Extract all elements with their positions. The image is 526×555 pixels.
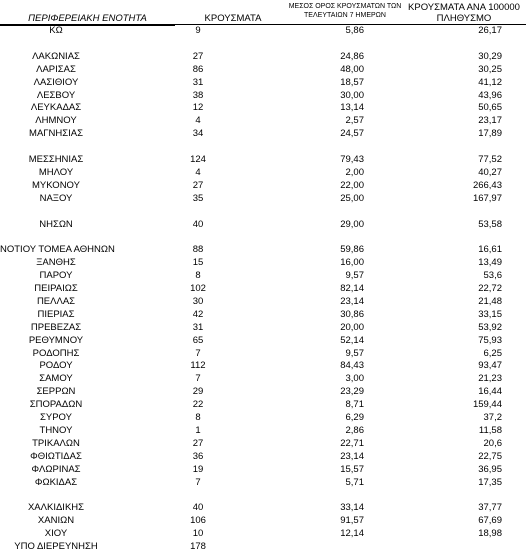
cases-cell: 30	[192, 295, 204, 307]
avg7-cell: 12,14	[340, 528, 364, 540]
table-row	[0, 270, 526, 282]
per100k-cell: 18,98	[478, 528, 502, 540]
avg7-cell: 5,71	[345, 476, 364, 488]
cases-cell: 7	[195, 373, 201, 385]
table-row	[0, 451, 526, 463]
per100k-cell: 13,49	[478, 257, 502, 269]
per100k-cell: 30,25	[478, 63, 502, 75]
region-cell: ΣΑΜΟΥ	[39, 373, 73, 385]
avg7-cell: 24,57	[340, 128, 364, 140]
avg7-cell: 23,14	[340, 450, 364, 462]
table-row	[0, 25, 526, 37]
cases-cell: 8	[195, 270, 201, 282]
table-row	[0, 64, 526, 76]
avg7-cell: 16,00	[340, 257, 364, 269]
avg7-cell: 23,29	[340, 386, 364, 398]
per100k-cell: 167,97	[472, 192, 502, 204]
cases-cell: 1	[195, 424, 201, 436]
avg7-cell: 48,00	[340, 63, 364, 75]
cases-cell: 7	[195, 347, 201, 359]
cases-cell: 27	[192, 437, 204, 449]
per100k-cell: 37,77	[478, 502, 502, 514]
table-row	[0, 283, 526, 295]
per100k-cell: 20,6	[483, 437, 502, 449]
per100k-cell: 67,69	[478, 515, 502, 527]
region-cell: ΜΗΛΟΥ	[38, 166, 74, 178]
avg7-cell: 22,71	[340, 437, 364, 449]
table-row	[0, 502, 526, 514]
avg7-cell: 13,14	[340, 102, 364, 114]
avg7-cell: 18,57	[340, 76, 364, 88]
cases-cell: 42	[192, 308, 204, 320]
cases-cell: 27	[192, 50, 204, 62]
avg7-cell: 22,00	[340, 179, 364, 191]
avg7-cell: 2,57	[345, 115, 364, 127]
per100k-cell: 6,25	[483, 347, 502, 359]
per100k-cell: 17,89	[478, 128, 502, 140]
avg7-cell: 30,00	[340, 89, 364, 101]
per100k-cell: 30,29	[478, 50, 502, 62]
per100k-cell: 266,43	[472, 179, 502, 191]
table-row	[0, 167, 526, 179]
avg7-cell: 2,00	[345, 166, 364, 178]
per100k-cell: 16,61	[478, 244, 502, 256]
table-row	[0, 515, 526, 527]
per100k-cell: 22,75	[478, 450, 502, 462]
cases-cell: 27	[192, 179, 204, 191]
table-row	[0, 102, 526, 114]
region-cell: ΣΥΡΟΥ	[40, 412, 72, 423]
avg7-cell: 2,86	[345, 424, 364, 436]
region-cell: ΡΟΔΟΥ	[39, 360, 73, 372]
region-cell: ΠΕΙΡΑΙΩΣ	[34, 283, 78, 294]
avg7-cell: 8,71	[345, 399, 364, 411]
region-cell: ΜΥΚΟΝΟΥ	[32, 179, 80, 191]
cases-cell: 12	[192, 102, 204, 114]
table-row	[0, 399, 526, 411]
avg7-cell: 9,57	[345, 270, 364, 282]
region-cell: ΠΙΕΡΙΑΣ	[37, 308, 75, 320]
table-row	[0, 296, 526, 308]
per100k-cell: 11,58	[478, 424, 502, 436]
region-cell: ΤΡΙΚΑΛΩΝ	[32, 437, 80, 449]
region-cell: ΝΗΣΩΝ	[39, 218, 73, 230]
region-cell: ΛΕΥΚΑΔΑΣ	[30, 102, 82, 114]
region-cell: ΡΟΔΟΠΗΣ	[32, 347, 80, 359]
per100k-cell: 16,44	[478, 386, 502, 398]
table-row	[0, 322, 526, 334]
table-row	[0, 541, 526, 553]
per100k-cell: 93,47	[478, 360, 502, 372]
per100k-cell: 75,93	[478, 334, 502, 346]
region-cell: ΧΑΛΚΙΔΙΚΗΣ	[27, 502, 85, 514]
table-row	[0, 412, 526, 424]
table-row	[0, 464, 526, 476]
per100k-cell: 26,17	[478, 25, 502, 36]
cases-cell: 29	[192, 386, 204, 398]
per100k-cell: 40,27	[478, 166, 502, 178]
avg7-cell: 29,00	[340, 218, 364, 230]
region-cell: ΚΩ	[49, 25, 63, 36]
table-row	[0, 438, 526, 450]
region-cell: ΧΙΟΥ	[44, 528, 68, 540]
region-cell: ΣΕΡΡΩΝ	[36, 386, 76, 398]
per100k-cell: 17,35	[478, 476, 502, 488]
avg7-cell: 91,57	[340, 515, 364, 527]
table-row	[0, 335, 526, 347]
cases-cell: 88	[192, 244, 204, 256]
avg7-cell: 20,00	[340, 321, 364, 333]
avg7-cell: 52,14	[340, 334, 364, 346]
per100k-cell: 43,96	[478, 89, 502, 101]
avg7-cell: 3,00	[345, 373, 364, 385]
table-row	[0, 128, 526, 140]
avg7-cell: 79,43	[340, 154, 364, 165]
per100k-header-line2: ΠΛΗΘΥΣΜΟ	[436, 13, 492, 24]
per100k-cell: 21,48	[478, 295, 502, 307]
cases-cell: 31	[192, 76, 204, 88]
per100k-cell: 77,52	[478, 154, 502, 165]
avg7-cell: 6,29	[345, 412, 364, 423]
table-row	[0, 244, 526, 256]
cases-cell: 15	[192, 257, 204, 269]
cases-cell: 35	[192, 192, 204, 204]
cases-cell: 22	[192, 399, 204, 411]
cases-cell: 65	[192, 334, 204, 346]
region-cell: ΝΟΤΙΟΥ ΤΟΜΕΑ ΑΘΗΝΩΝ	[0, 244, 115, 256]
cases-column-header: ΚΡΟΥΣΜΑΤΑ	[204, 13, 262, 24]
avg7-cell: 30,86	[340, 308, 364, 320]
per100k-cell: 33,15	[478, 308, 502, 320]
per100k-cell: 21,23	[478, 373, 502, 385]
cases-cell: 124	[190, 154, 206, 165]
region-cell: ΥΠΟ ΔΙΕΡΕΥΝΗΣΗ	[14, 541, 98, 552]
region-cell: ΦΩΚΙΔΑΣ	[34, 476, 78, 488]
region-cell: ΡΕΘΥΜΝΟΥ	[28, 334, 84, 346]
table-spacer-row	[0, 489, 526, 501]
cases-cell: 8	[195, 412, 201, 423]
cases-cell: 102	[190, 283, 206, 294]
cases-cell: 106	[190, 515, 206, 527]
table-row	[0, 528, 526, 540]
avg7-cell: 84,43	[340, 360, 364, 372]
cases-cell: 4	[195, 115, 201, 127]
region-cell: ΠΕΛΛΑΣ	[36, 295, 76, 307]
avg7-cell: 23,14	[340, 295, 364, 307]
cases-cell: 7	[195, 476, 201, 488]
region-cell: ΦΘΙΩΤΙΔΑΣ	[30, 450, 82, 462]
cases-cell: 10	[192, 528, 204, 540]
avg7-cell: 24,86	[340, 50, 364, 62]
cases-cell: 38	[192, 89, 204, 101]
table-row	[0, 425, 526, 437]
region-cell: ΛΗΜΝΟΥ	[35, 115, 77, 127]
table-row	[0, 348, 526, 360]
avg7-header-line1: ΜΕΣΟΣ ΟΡΟΣ ΚΡΟΥΣΜΑΤΩΝ ΤΩΝ	[288, 3, 402, 10]
cases-cell: 19	[192, 463, 204, 475]
avg7-cell: 15,57	[340, 463, 364, 475]
table-spacer-row	[0, 231, 526, 243]
per100k-header-line1: ΚΡΟΥΣΜΑΤΑ ΑΝΑ 100000	[408, 2, 520, 13]
region-cell: ΛΑΚΩΝΙΑΣ	[32, 50, 80, 62]
region-cell: ΣΠΟΡΑΔΩΝ	[29, 399, 83, 411]
avg7-header-line2: ΤΕΛΕΥΤΑΙΩΝ 7 ΗΜΕΡΩΝ	[304, 12, 386, 19]
cases-cell: 31	[192, 321, 204, 333]
region-cell: ΠΡΕΒΕΖΑΣ	[30, 321, 82, 333]
cases-cell: 36	[192, 450, 204, 462]
table-row	[0, 90, 526, 102]
avg7-cell: 33,14	[340, 502, 364, 514]
avg7-cell: 9,57	[345, 347, 364, 359]
per100k-cell: 41,12	[478, 76, 502, 88]
cases-cell: 4	[195, 166, 201, 178]
cases-cell: 9	[195, 25, 201, 36]
table-row	[0, 360, 526, 372]
table-row	[0, 154, 526, 166]
region-cell: ΛΕΣΒΟΥ	[36, 89, 76, 101]
region-cell: ΜΑΓΝΗΣΙΑΣ	[29, 128, 83, 140]
cases-cell: 40	[192, 218, 204, 230]
avg7-cell: 25,00	[340, 192, 364, 204]
table-row	[0, 386, 526, 398]
table-row	[0, 180, 526, 192]
cases-cell: 178	[190, 541, 206, 552]
table-row	[0, 477, 526, 489]
region-cell: ΝΑΞΟΥ	[39, 192, 73, 204]
region-cell: ΧΑΝΙΩΝ	[37, 515, 75, 527]
region-cell: ΠΑΡΟΥ	[39, 270, 73, 282]
region-column-header: ΠΕΡΙΦΕΡΕΙΑΚΗ ΕΝΟΤΗΤΑ	[0, 14, 175, 26]
table-spacer-row	[0, 141, 526, 153]
per100k-cell: 36,95	[478, 463, 502, 475]
per100k-cell: 159,44	[472, 399, 502, 411]
table-row	[0, 115, 526, 127]
region-cell: ΛΑΡΙΣΑΣ	[36, 63, 76, 75]
avg7-cell: 82,14	[340, 283, 364, 294]
per100k-cell: 22,72	[478, 283, 502, 294]
region-cell: ΦΛΩΡΙΝΑΣ	[31, 463, 81, 475]
cases-cell: 112	[190, 360, 206, 372]
table-row	[0, 51, 526, 63]
region-cell: ΞΑΝΘΗΣ	[36, 257, 76, 269]
table-row	[0, 309, 526, 321]
per100k-cell: 53,92	[478, 321, 502, 333]
avg7-cell: 5,86	[345, 25, 364, 36]
per100k-cell: 53,58	[478, 218, 502, 230]
table-row	[0, 77, 526, 89]
table-spacer-row	[0, 38, 526, 50]
per100k-cell: 23,17	[478, 115, 502, 127]
table-row	[0, 373, 526, 385]
region-cell: ΜΕΣΣΗΝΙΑΣ	[28, 154, 84, 165]
table-row	[0, 219, 526, 231]
table-spacer-row	[0, 206, 526, 218]
cases-cell: 40	[192, 502, 204, 514]
per100k-cell: 37,2	[483, 412, 502, 423]
cases-cell: 86	[192, 63, 204, 75]
cases-cell: 34	[192, 128, 204, 140]
region-cell: ΛΑΣΙΘΙΟΥ	[33, 76, 79, 88]
table-row	[0, 257, 526, 269]
avg7-cell: 59,86	[340, 244, 364, 256]
per100k-cell: 53,6	[483, 270, 502, 282]
region-cell: ΤΗΝΟΥ	[39, 424, 73, 436]
table-row	[0, 193, 526, 205]
per100k-cell: 50,65	[478, 102, 502, 114]
